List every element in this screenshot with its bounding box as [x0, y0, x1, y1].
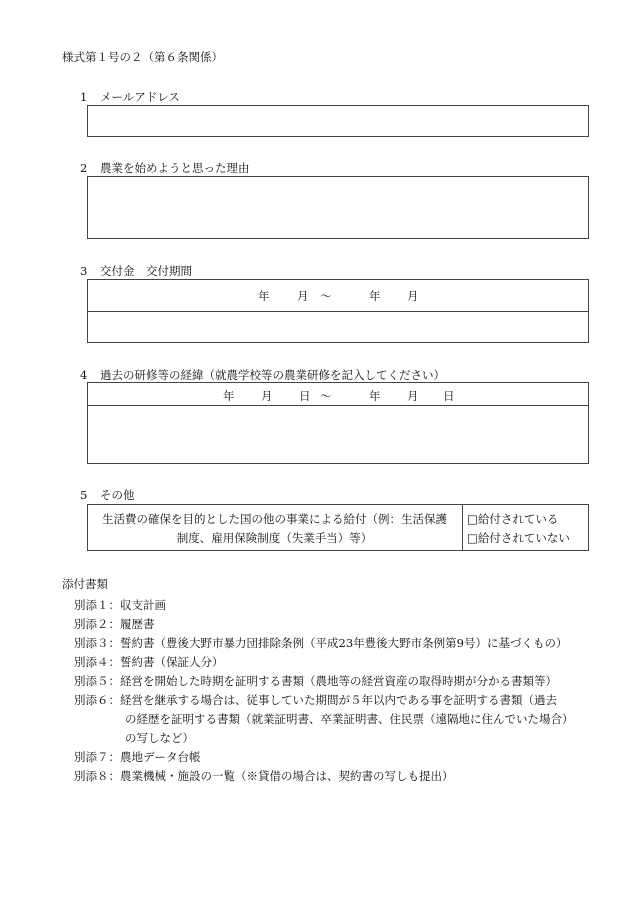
- attachment-label: 別添１：: [74, 598, 120, 612]
- training-details-field[interactable]: [87, 406, 589, 463]
- section-title: 過去の研修等の経緯（就農学校等の農業研修を記入してください）: [100, 368, 445, 382]
- attachment-item: [74, 768, 454, 784]
- section-2-heading: [80, 160, 250, 176]
- attachments-heading: 添付書類: [62, 577, 108, 591]
- section-number: 3: [80, 264, 88, 278]
- form-identifier: 様式第１号の２（第６条関係）: [62, 50, 223, 64]
- benefit-received-checkbox[interactable]: □給付されている: [467, 512, 559, 526]
- attachment-text: 経営を継承する場合は、従事していた期間が５年以内である事を証明する書類（過去: [120, 693, 557, 707]
- section-number: 4: [80, 368, 88, 382]
- section-title: 農業を始めようと思った理由: [100, 161, 250, 175]
- attachment-text: 収支計画: [120, 598, 166, 612]
- tilde: ～: [320, 389, 332, 403]
- year-label: 年: [369, 289, 381, 303]
- table-divider: [462, 504, 463, 551]
- section-number: 5: [80, 488, 88, 502]
- section-3-heading: [80, 263, 192, 279]
- attachment-item: [74, 597, 166, 613]
- attachment-item: [74, 749, 201, 765]
- attachment-text: 履歴書: [120, 617, 155, 631]
- section-4-heading: [80, 367, 445, 383]
- attachment-text: 誓約書（豊後大野市暴力団排除条例（平成23年豊後大野市条例第9号）に基づくもの）: [120, 636, 568, 650]
- attachment-label: 別添３：: [74, 636, 120, 650]
- attachment-label: 別添５：: [74, 674, 120, 688]
- attachment-label: 別添７：: [74, 750, 120, 764]
- attachment-label: 別添４：: [74, 655, 120, 669]
- attachment-item: [74, 692, 557, 708]
- attachment-continuation: の経歴を証明する書類（就業証明書、卒業証明書、住民票（遠隔地に住んでいた場合）: [125, 712, 574, 726]
- month-label: 月: [261, 389, 273, 403]
- attachment-text: 経営を開始した時期を証明する書類（農地等の経営資産の取得時期が分かる書類等）: [120, 674, 557, 688]
- day-label: 日: [299, 389, 311, 403]
- tilde: ～: [320, 289, 332, 303]
- year-label: 年: [258, 289, 270, 303]
- benefit-description-line1: 生活費の確保を目的とした国の他の事業による給付（例：生活保護: [102, 512, 447, 526]
- section-5-heading: [80, 487, 135, 503]
- attachment-label: 別添８：: [74, 769, 120, 783]
- section-title: その他: [100, 488, 135, 502]
- benefit-description-line2: 制度、雇用保険制度（失業手当）等）: [176, 531, 373, 545]
- attachment-text: 農地データ台帳: [120, 750, 201, 764]
- section-number: 2: [80, 161, 88, 175]
- month-label: 月: [407, 289, 419, 303]
- attachment-label: 別添６：: [74, 693, 120, 707]
- month-label: 月: [407, 389, 419, 403]
- attachment-item: [74, 616, 155, 632]
- attachment-item: [74, 673, 557, 689]
- reason-textarea[interactable]: [87, 176, 589, 239]
- attachment-continuation: の写しなど）: [125, 731, 194, 745]
- day-label: 日: [443, 389, 455, 403]
- benefit-not-received-checkbox[interactable]: □給付されていない: [467, 531, 570, 545]
- email-field[interactable]: [87, 105, 589, 137]
- month-label: 月: [297, 289, 309, 303]
- section-title: メールアドレス: [100, 90, 180, 104]
- section-1-heading: [80, 89, 180, 105]
- attachment-text: 農業機械・施設の一覧（※貸借の場合は、契約書の写しも提出）: [120, 769, 454, 783]
- year-label: 年: [369, 389, 381, 403]
- section-number: 1: [80, 90, 88, 104]
- attachment-item: [74, 635, 567, 651]
- year-label: 年: [223, 389, 235, 403]
- section-title: 交付金 交付期間: [100, 264, 192, 278]
- attachment-label: 別添２：: [74, 617, 120, 631]
- period-entry-field[interactable]: [87, 312, 589, 342]
- attachment-text: 誓約書（保証人分）: [120, 655, 224, 669]
- attachment-item: [74, 654, 224, 670]
